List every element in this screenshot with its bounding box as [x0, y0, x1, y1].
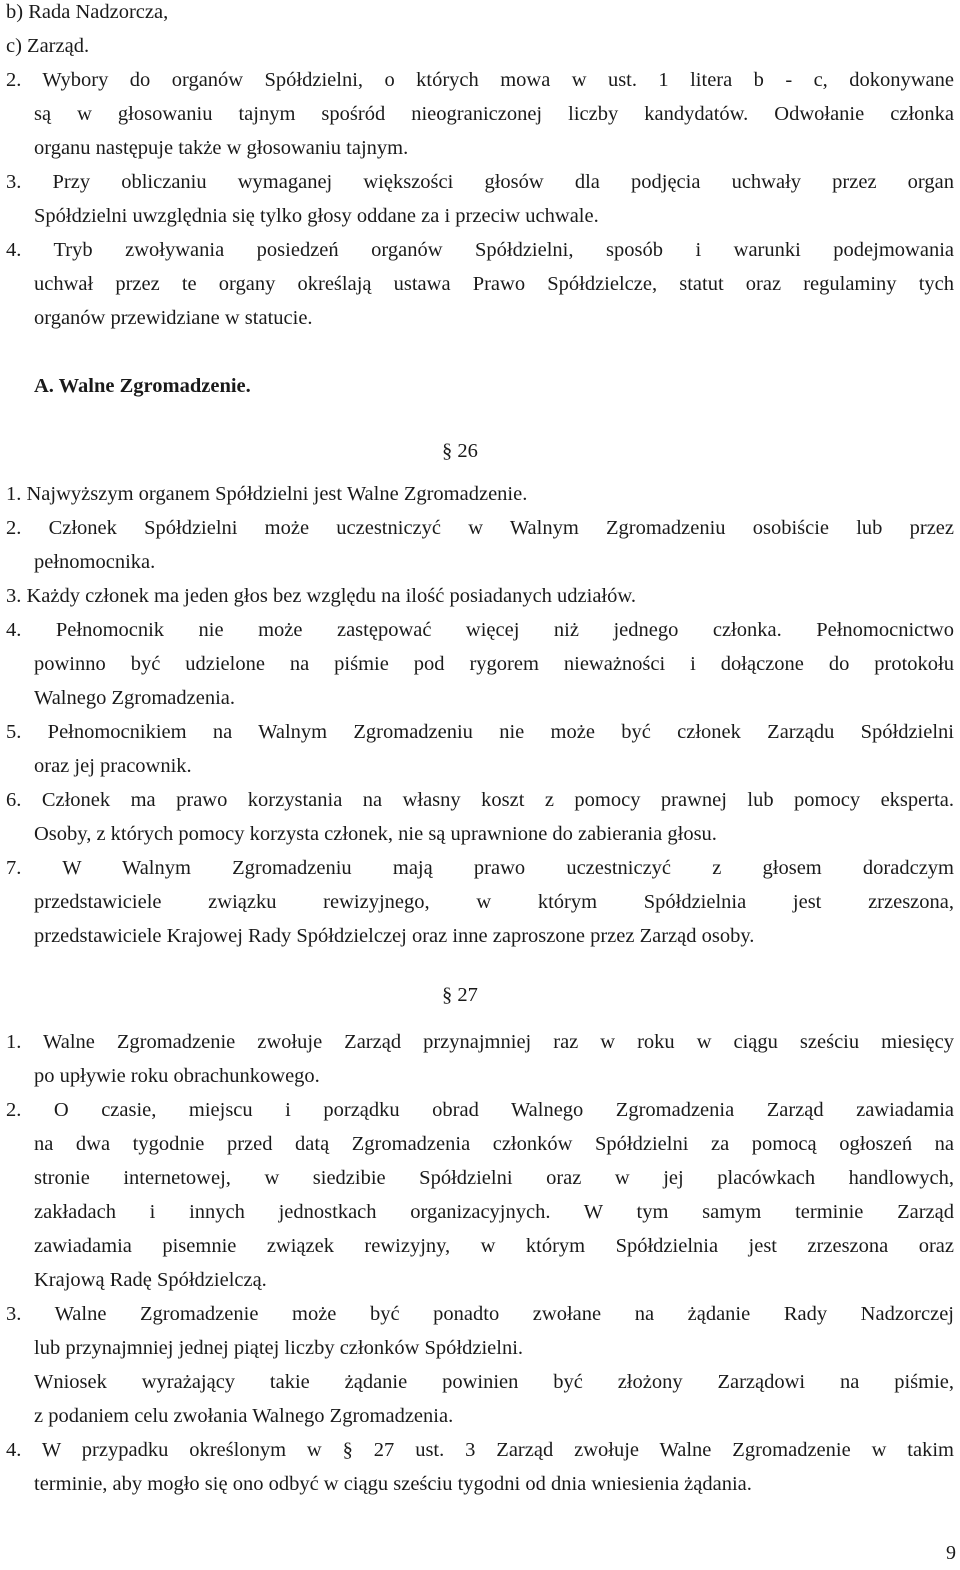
- text-line: Krajową Radę Spółdzielczą.: [34, 1269, 267, 1291]
- text-line: Wniosek wyrażający takie żądanie powinien być złożony Zarządowi na piśmie,: [34, 1371, 954, 1393]
- section-heading: A. Walne Zgromadzenie.: [34, 375, 251, 397]
- paragraph-number: § 27: [442, 984, 478, 1006]
- text-line: organów przewidziane w statucie.: [34, 307, 313, 329]
- text-line: 3. Walne Zgromadzenie może być ponadto zwołane na żądanie Rady Nadzorczej: [6, 1303, 954, 1325]
- text-line: 4. Tryb zwoływania posiedzeń organów Spółdzielni, sposób i warunki podejmowania: [6, 239, 954, 261]
- text-line: b) Rada Nadzorcza,: [6, 1, 169, 23]
- text-line: c) Zarząd.: [6, 35, 90, 57]
- text-line: powinno być udzielone na piśmie pod rygorem nieważności i dołączone do protokołu: [34, 653, 954, 675]
- text-line: 3. Przy obliczaniu wymaganej większości głosów dla podjęcia uchwały przez organ: [6, 171, 954, 193]
- text-line: po upływie roku obrachunkowego.: [34, 1065, 320, 1087]
- text-line: zakładach i innych jednostkach organizacyjnych. W tym samym terminie Zarząd: [34, 1201, 954, 1223]
- text-line: Osoby, z których pomocy korzysta członek, nie są uprawnione do zabierania głosu.: [34, 823, 717, 845]
- text-line: przedstawiciele Krajowej Rady Spółdzielczej oraz inne zaproszone przez Zarząd osoby.: [34, 925, 755, 947]
- text-line: 2. Członek Spółdzielni może uczestniczyć w Walnym Zgromadzeniu osobiście lub przez: [6, 517, 954, 539]
- text-line: 1. Walne Zgromadzenie zwołuje Zarząd przynajmniej raz w roku w ciągu sześciu miesięcy: [6, 1031, 954, 1053]
- text-line: terminie, aby mogło się ono odbyć w ciągu sześciu tygodni od dnia wniesienia żądania.: [34, 1473, 752, 1495]
- text-line: z podaniem celu zwołania Walnego Zgromadzenia.: [34, 1405, 454, 1427]
- text-line: Spółdzielni uwzględnia się tylko głosy oddane za i przeciw uchwale.: [34, 205, 599, 227]
- text-line: 6. Członek ma prawo korzystania na własny koszt z pomocy prawnej lub pomocy eksperta.: [6, 789, 954, 811]
- text-line: 4. W przypadku określonym w § 27 ust. 3 Zarząd zwołuje Walne Zgromadzenie w takim: [6, 1439, 954, 1461]
- text-line: uchwał przez te organy określają ustawa Prawo Spółdzielcze, statut oraz regulaminy tych: [34, 273, 954, 295]
- text-line: 7. W Walnym Zgromadzeniu mają prawo uczestniczyć z głosem doradczym: [6, 857, 954, 879]
- text-line: oraz jej pracownik.: [34, 755, 192, 777]
- paragraph-number: § 26: [442, 440, 478, 462]
- text-line: organu następuje także w głosowaniu tajnym.: [34, 137, 409, 159]
- text-line: 3. Każdy członek ma jeden głos bez względu na ilość posiadanych udziałów.: [6, 585, 636, 607]
- text-line: na dwa tygodnie przed datą Zgromadzenia członków Spółdzielni za pomocą ogłoszeń na: [34, 1133, 954, 1155]
- text-line: są w głosowaniu tajnym spośród nieograniczonej liczby kandydatów. Odwołanie członka: [34, 103, 954, 125]
- page-number: 9: [946, 1542, 956, 1564]
- text-line: pełnomocnika.: [34, 551, 156, 573]
- text-line: 2. Wybory do organów Spółdzielni, o których mowa w ust. 1 litera b - c, dokonywane: [6, 69, 954, 91]
- text-line: 5. Pełnomocnikiem na Walnym Zgromadzeniu nie może być członek Zarządu Spółdzielni: [6, 721, 954, 743]
- text-line: 4. Pełnomocnik nie może zastępować więcej niż jednego członka. Pełnomocnictwo: [6, 619, 954, 641]
- text-line: zawiadamia pisemnie związek rewizyjny, w którym Spółdzielnia jest zrzeszona oraz: [34, 1235, 954, 1257]
- text-line: stronie internetowej, w siedzibie Spółdzielni oraz w jej placówkach handlowych,: [34, 1167, 954, 1189]
- text-line: Walnego Zgromadzenia.: [34, 687, 235, 709]
- text-line: 1. Najwyższym organem Spółdzielni jest Walne Zgromadzenie.: [6, 483, 528, 505]
- text-line: 2. O czasie, miejscu i porządku obrad Walnego Zgromadzenia Zarząd zawiadamia: [6, 1099, 954, 1121]
- text-line: przedstawiciele związku rewizyjnego, w którym Spółdzielnia jest zrzeszona,: [34, 891, 954, 913]
- text-line: lub przynajmniej jednej piątej liczby członków Spółdzielni.: [34, 1337, 524, 1359]
